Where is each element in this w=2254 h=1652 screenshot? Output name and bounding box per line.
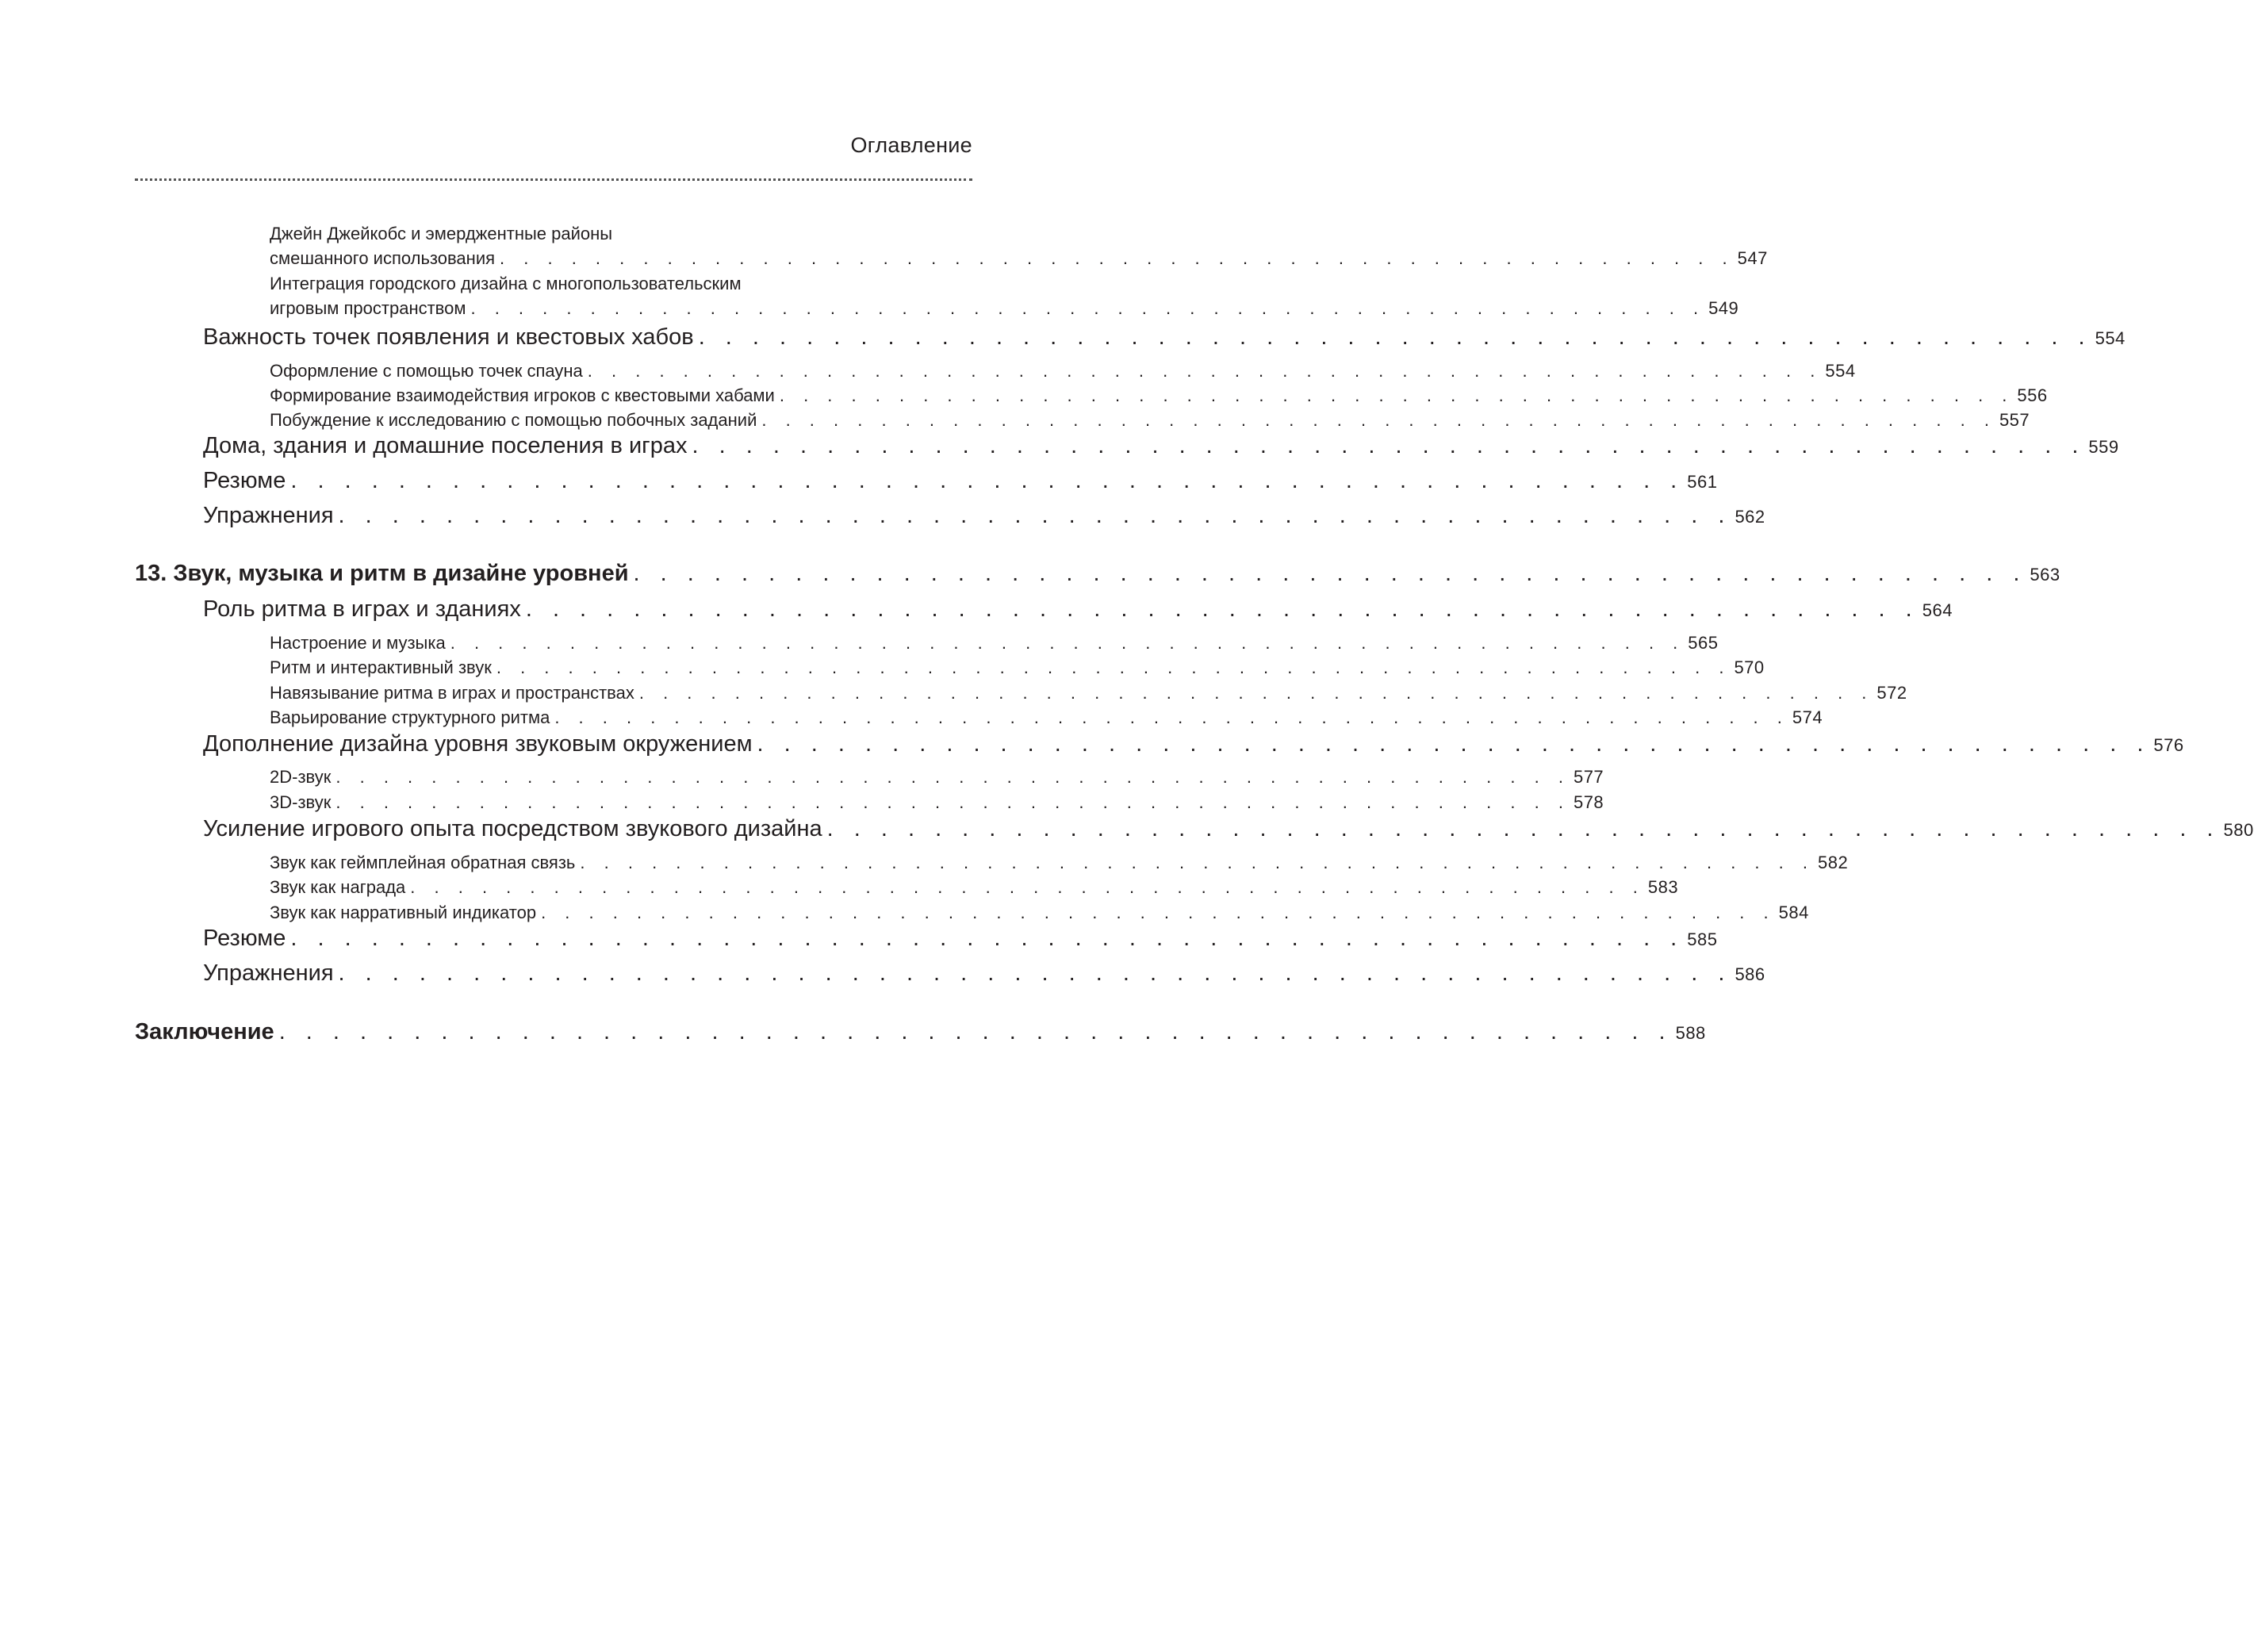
leader-dots: . . . . . . . . . . . . . . . . . . . . . . . . . . . . . . . . . . . . . . . . . . . . . . . . . . . . (338, 960, 1732, 986)
toc-entry[interactable] (135, 410, 2030, 431)
toc-entry-title: Звук как геймплейная обратная связь (270, 853, 576, 872)
toc-entry[interactable] (135, 792, 1604, 813)
toc-entry-page: 584 (1778, 903, 1809, 922)
toc-entry[interactable] (135, 468, 1718, 494)
leader-dots: . . . . . . . . . . . . . . . . . . . . . . . . . . . . . . . . . . . . . . . . . . . . . . . . . . . . (500, 248, 1735, 268)
leader-dots: . . . . . . . . . . . . . . . . . . . . . . . . . . . . . . . . . . . . . . . . . . . . . . . . . . . . (290, 926, 1685, 951)
toc-entry-title: Формирование взаимодействия игроков с квестовыми хабами (270, 385, 775, 405)
toc-entry[interactable] (135, 633, 1719, 654)
toc-entry-page: 554 (1825, 361, 1856, 381)
toc-entry-page: 559 (2088, 437, 2119, 457)
toc-entry-title: Упражнения (203, 960, 334, 986)
leader-dots: . . . . . . . . . . . . . . . . . . . . . . . . . . . . . . . . . . . . . . . . . . . . . . . . . . . . (779, 385, 2014, 405)
toc-entry-page: 585 (1687, 929, 1718, 949)
toc-entry[interactable] (135, 707, 1823, 728)
leader-dots: . . . . . . . . . . . . . . . . . . . . . . . . . . . . . . . . . . . . . . . . . . . . . . . . . . . . (580, 853, 1815, 872)
toc-entry-page: 549 (1708, 298, 1739, 318)
toc-entry-title: игровым пространством (270, 298, 466, 318)
toc-entry[interactable] (135, 361, 1856, 381)
toc-entry-page: 563 (2030, 565, 2060, 585)
toc-entry[interactable] (135, 877, 1679, 898)
toc-entry[interactable] (135, 960, 1765, 987)
leader-dots: . . . . . . . . . . . . . . . . . . . . . . . . . . . . . . . . . . . . . . . . . . . . . . . . . . . . (541, 903, 1776, 922)
toc-entry[interactable] (135, 385, 2048, 406)
leader-dots: . . . . . . . . . . . . . . . . . . . . . . . . . . . . . . . . . . . . . . . . . . . . . . . . . . . . (826, 816, 2221, 841)
toc-entry-title: Резюме (203, 468, 286, 493)
toc-chapter-entry[interactable] (135, 561, 2060, 587)
toc-entry[interactable] (135, 503, 1765, 529)
toc-entry-title: Звук как нарративный индикатор (270, 903, 537, 922)
toc-entry-page: 547 (1737, 248, 1768, 268)
toc-entry-page: 588 (1675, 1023, 1706, 1043)
leader-dots: . . . . . . . . . . . . . . . . . . . . . . . . . . . . . . . . . . . . . . . . . . . . . . . . . . . . (290, 468, 1685, 493)
running-head: Оглавление (850, 133, 972, 157)
toc-entry[interactable] (135, 683, 1907, 703)
leader-dots: . . . . . . . . . . . . . . . . . . . . . . . . . . . . . . . . . . . . . . . . . . . . . . . . . . . . (554, 707, 1789, 727)
leader-dots: . . . . . . . . . . . . . . . . . . . . . . . . . . . . . . . . . . . . . . . . . . . . . . . . . . . . (761, 410, 1996, 430)
toc-entry-title: Усиление игрового опыта посредством звукового дизайна (203, 816, 822, 841)
toc-entry-title: Резюме (203, 926, 286, 951)
leader-dots: . . . . . . . . . . . . . . . . . . . . . . . . . . . . . . . . . . . . . . . . . . . . . . . . . . . . (698, 324, 2092, 350)
toc-entry-title: Навязывание ритма в играх и пространствах (270, 683, 634, 703)
leader-dots: . . . . . . . . . . . . . . . . . . . . . . . . . . . . . . . . . . . . . . . . . . . . . . . . . . . . (587, 361, 1823, 381)
toc-entry-page: 580 (2223, 820, 2254, 840)
leader-dots: . . . . . . . . . . . . . . . . . . . . . . . . . . . . . . . . . . . . . . . . . . . . . . . . . . . . (692, 433, 2086, 458)
toc-entry-page: 561 (1687, 472, 1718, 492)
leader-dots: . . . . . . . . . . . . . . . . . . . . . . . . . . . . . . . . . . . . . . . . . . . . . . . . . . . . (757, 731, 2151, 757)
leader-dots: . . . . . . . . . . . . . . . . . . . . . . . . . . . . . . . . . . . . . . . . . . . . . . . . . . . . (410, 877, 1645, 897)
toc-entry[interactable] (135, 903, 1809, 923)
toc-entry[interactable] (135, 767, 1604, 788)
toc-entry-title: 2D-звук (270, 767, 332, 787)
toc-entry-continuation-line: Интеграция городского дизайна с многопользовательским (270, 274, 742, 293)
leader-dots: . . . . . . . . . . . . . . . . . . . . . . . . . . . . . . . . . . . . . . . . . . . . . . . . . . . . (335, 767, 1570, 787)
toc-entry-page: 570 (1734, 657, 1765, 677)
leader-dots: . . . . . . . . . . . . . . . . . . . . . . . . . . . . . . . . . . . . . . . . . . . . . . . . . . . . (278, 1019, 1673, 1044)
leader-dots: . . . . . . . . . . . . . . . . . . . . . . . . . . . . . . . . . . . . . . . . . . . . . . . . . . . . (496, 657, 1731, 677)
toc-entry[interactable] (135, 596, 1953, 623)
toc-entry-title: Звук как награда (270, 877, 406, 897)
toc-entry-page: 583 (1647, 877, 1679, 897)
toc-entry-title: Заключение (135, 1019, 274, 1044)
toc-entry-title: Роль ритма в играх и зданиях (203, 596, 521, 622)
toc-entry-title: Оформление с помощью точек спауна (270, 361, 583, 381)
toc-entry[interactable] (135, 298, 1739, 319)
toc-chapter-entry[interactable] (135, 1019, 1706, 1045)
toc-entry-title: 3D-звук (270, 792, 332, 812)
toc-entry-title: Упражнения (203, 503, 334, 528)
toc-entry-title: Дополнение дизайна уровня звуковым окружением (203, 731, 753, 757)
toc-entry-continuation-line: Джейн Джейкобс и эмерджентные районы (270, 224, 613, 243)
toc-entry-page: 582 (1817, 853, 1849, 872)
toc-entry[interactable] (135, 853, 1849, 873)
toc-entry-page: 564 (1922, 600, 1953, 620)
leader-dots: . . . . . . . . . . . . . . . . . . . . . . . . . . . . . . . . . . . . . . . . . . . . . . . . . . . . (450, 633, 1685, 653)
toc-entry[interactable] (135, 324, 2126, 351)
leader-dots: . . . . . . . . . . . . . . . . . . . . . . . . . . . . . . . . . . . . . . . . . . . . . . . . . . . . (638, 683, 1874, 703)
leader-dots: . . . . . . . . . . . . . . . . . . . . . . . . . . . . . . . . . . . . . . . . . . . . . . . . . . . . (470, 298, 1706, 318)
toc-entry-page: 574 (1792, 707, 1823, 727)
toc-entry-title: Ритм и интерактивный звук (270, 657, 492, 677)
toc-entry-page: 586 (1735, 964, 1765, 984)
leader-dots: . . . . . . . . . . . . . . . . . . . . . . . . . . . . . . . . . . . . . . . . . . . . . . . . . . . . (525, 596, 1919, 622)
toc-entry-title: Важность точек появления и квестовых хабов (203, 324, 694, 350)
toc-entry-page: 557 (1999, 410, 2030, 430)
toc-entry-title: Настроение и музыка (270, 633, 446, 653)
toc-entry-page: 572 (1876, 683, 1907, 703)
leader-dots: . . . . . . . . . . . . . . . . . . . . . . . . . . . . . . . . . . . . . . . . . . . . . . . . . . . . (335, 792, 1570, 812)
toc-entry-page: 578 (1573, 792, 1604, 812)
toc-entry-title: смешанного использования (270, 248, 496, 268)
toc-entry-page: 562 (1735, 507, 1765, 527)
toc-entry[interactable] (135, 731, 2184, 757)
toc-entry-page: 565 (1688, 633, 1719, 653)
toc-entry-page: 576 (2153, 735, 2184, 755)
toc-entry-page: 577 (1573, 767, 1604, 787)
toc-entry[interactable] (135, 433, 2119, 459)
toc-entry-title: 13. Звук, музыка и ритм в дизайне уровней (135, 561, 629, 586)
leader-dots: . . . . . . . . . . . . . . . . . . . . . . . . . . . . . . . . . . . . . . . . . . . . . . . . . . . . (338, 503, 1732, 528)
toc-entry[interactable] (135, 248, 1768, 269)
toc-entry-title: Варьирование структурного ритма (270, 707, 550, 727)
toc-entry[interactable] (135, 816, 2254, 842)
header-rule (135, 178, 972, 181)
toc-entry-page: 556 (2017, 385, 2048, 405)
toc-entry[interactable] (135, 926, 1718, 952)
leader-dots: . . . . . . . . . . . . . . . . . . . . . . . . . . . . . . . . . . . . . . . . . . . . . . . . . . . . (633, 561, 2027, 586)
toc-entry[interactable] (135, 657, 1765, 678)
toc-entry-title: Дома, здания и домашние поселения в играх (203, 433, 688, 458)
toc-entry-title: Побуждение к исследованию с помощью побочных заданий (270, 410, 757, 430)
toc-entry-page: 554 (2095, 328, 2126, 348)
